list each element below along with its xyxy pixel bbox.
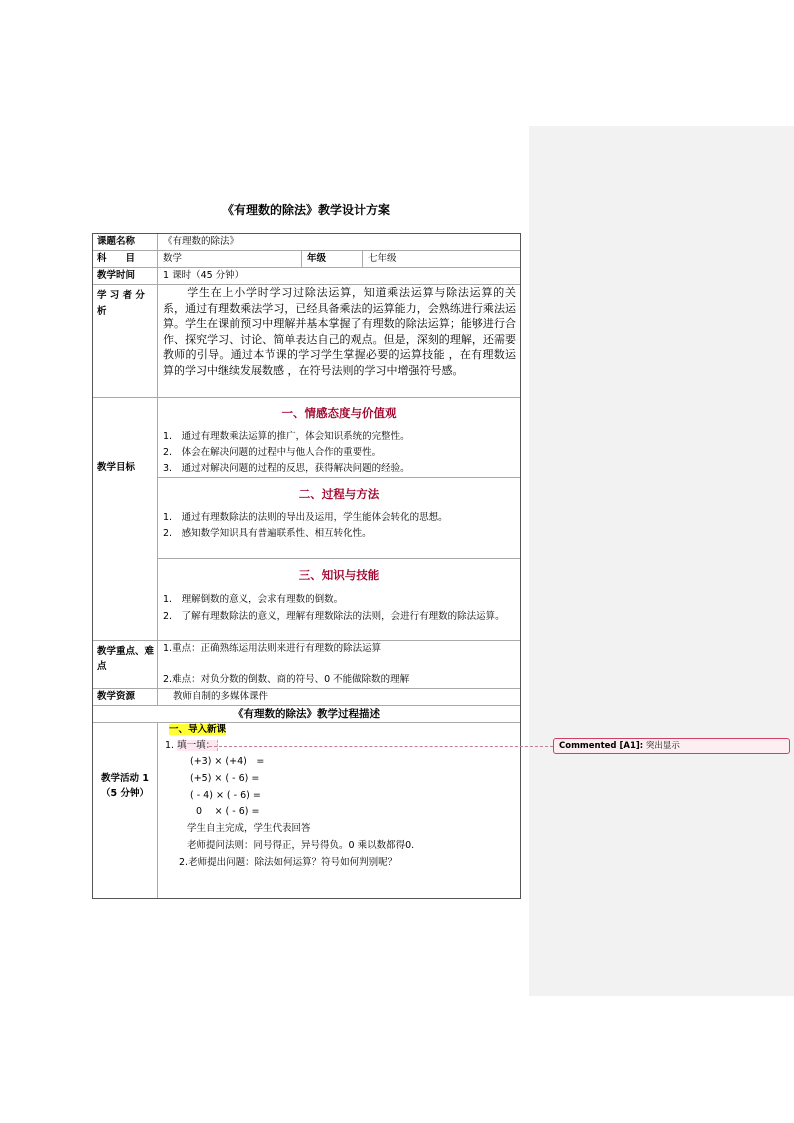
resources-value: 教师自制的多媒体课件 — [173, 691, 269, 702]
expression: 0 × ( - 6) = — [196, 806, 260, 817]
activity-note: 2.老师提出问题：除法如何运算？符号如何判别呢？ — [179, 857, 398, 868]
expression: (+5) × ( - 6) = — [190, 773, 260, 784]
activity-note: 老师提问法则：同号得正，异号得负。0 乘以数都得0. — [187, 840, 415, 851]
time-value: 1 课时（45 分钟） — [163, 270, 245, 281]
goal-item: 1. 通过有理数除法的法则的导出及运用，学生能体会转化的思想。 — [163, 512, 448, 523]
goal-item: 2. 感知数学知识具有普遍联系性、相互转化性。 — [163, 528, 372, 539]
lesson-plan-table — [92, 233, 521, 899]
goals-section-heading: 二、过程与方法 — [298, 487, 380, 501]
key-label: 教学重点、难点 — [97, 646, 155, 672]
goal-item: 2. 体会在解决问题的过程中与他人合作的重要性。 — [163, 447, 382, 458]
activity-label: 教学活动 1 — [101, 773, 149, 784]
subject-label: 科 目 — [97, 253, 136, 264]
time-label: 教学时间 — [97, 270, 136, 281]
comments-pane — [529, 126, 794, 996]
goal-item: 2. 了解有理数除法的意义，理解有理数除法的法则，会进行有理数的除法运算。 — [163, 611, 505, 622]
comment-text: 突出显示 — [645, 741, 680, 751]
document-title: 《有理数的除法》教学设计方案 — [221, 203, 390, 217]
goals-section-heading: 三、知识与技能 — [298, 568, 380, 582]
resources-label: 教学资源 — [97, 691, 136, 702]
comment-author: Commented [A1]: — [559, 741, 644, 751]
subject-value: 数学 — [163, 253, 183, 264]
activity-heading — [169, 723, 226, 737]
topic-value: 《有理数的除法》 — [163, 236, 240, 247]
key-point: 1.重点：正确熟练运用法则来进行有理数的除法运算 — [163, 643, 382, 654]
process-title: 《有理数的除法》教学过程描述 — [233, 708, 380, 720]
analysis-text: 学生在上小学时学习过除法运算，知道乘法运算与除法运算的关系，通过有理数乘法学习，已经具备乘法的运算能力，会熟练进行乘法运算。学生在课前预习中理解并基本掌握了有理数的除法运算；能够进行合作、探究学习、讨论、简单表达自己的观点。但是，深刻的理解，还需要教师的引导。通过本节课的学习学生掌握必要的运算技能 ，在有理数运算的学习中继续发展数感 ，在符号法则的学习中增强符号感。 — [163, 286, 516, 377]
question-number: 1. — [165, 740, 175, 751]
goals-label: 教学目标 — [97, 462, 136, 473]
comment-connector — [209, 746, 553, 747]
question-text: 填一填： — [177, 740, 218, 751]
expression: (+3) × (+4) = — [190, 756, 265, 767]
analysis-label: 学 习 者 分 析 — [97, 290, 145, 317]
activity-time: （5 分钟） — [101, 788, 149, 799]
highlighted-heading: 一、导入新课 — [169, 724, 227, 735]
goal-item: 3. 通过对解决问题的过程的反思，获得解决问题的经验。 — [163, 463, 410, 474]
goal-item: 1. 通过有理数乘法运算的推广，体会知识系统的完整性。 — [163, 431, 410, 442]
grade-value: 七年级 — [368, 253, 397, 264]
comment-balloon[interactable] — [553, 738, 790, 754]
expression: ( - 4) × ( - 6) = — [190, 790, 261, 801]
grade-label: 年级 — [307, 253, 327, 264]
topic-label: 课题名称 — [97, 236, 136, 247]
difficulty-point: 2.难点：对负分数的倒数、商的符号、0 不能做除数的理解 — [163, 674, 410, 685]
activity-note: 学生自主完成，学生代表回答 — [187, 823, 311, 834]
goals-section-heading: 一、情感态度与价值观 — [281, 406, 397, 420]
goal-item: 1. 理解倒数的意义，会求有理数的倒数。 — [163, 594, 344, 605]
